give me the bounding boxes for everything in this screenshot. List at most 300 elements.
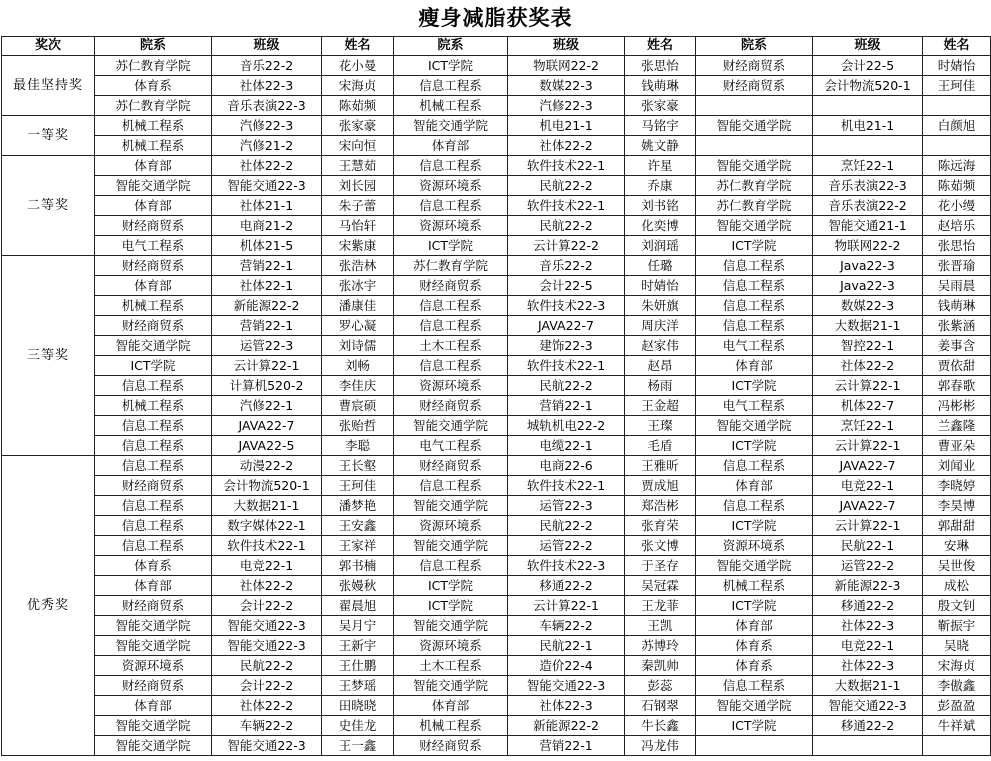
table-cell[interactable]: 刘书铭	[625, 196, 696, 216]
table-cell[interactable]: 毛盾	[625, 436, 696, 456]
table-cell[interactable]: 体育系	[696, 656, 813, 676]
table-cell[interactable]: 音乐22-2	[212, 56, 322, 76]
table-cell[interactable]: 体育部	[95, 576, 212, 596]
table-cell[interactable]: ICT学院	[696, 716, 813, 736]
table-cell[interactable]: 信息工程系	[394, 76, 508, 96]
table-cell[interactable]: 王珂佳	[923, 76, 991, 96]
table-cell[interactable]: 于圣存	[625, 556, 696, 576]
table-cell[interactable]: 财经商贸系	[696, 56, 813, 76]
table-cell[interactable]: 机电21-1	[813, 116, 923, 136]
table-cell[interactable]: 信息工程系	[95, 416, 212, 436]
table-cell[interactable]: 潘康佳	[322, 296, 394, 316]
table-cell[interactable]: 体育部	[394, 136, 508, 156]
table-cell[interactable]: 牛祥斌	[923, 716, 991, 736]
table-cell[interactable]: 民航22-2	[508, 376, 625, 396]
table-cell[interactable]: 化奕博	[625, 216, 696, 236]
table-cell[interactable]: 体育部	[95, 696, 212, 716]
table-cell[interactable]: 音乐表演22-3	[813, 176, 923, 196]
table-cell[interactable]: 智能交通学院	[696, 216, 813, 236]
table-cell[interactable]: 王家祥	[322, 536, 394, 556]
table-cell[interactable]: 彭蕊	[625, 676, 696, 696]
table-cell[interactable]: 王梦瑶	[322, 676, 394, 696]
table-cell[interactable]: 物联网22-2	[813, 236, 923, 256]
table-cell[interactable]: 电商22-6	[508, 456, 625, 476]
table-cell[interactable]: 电气工程系	[394, 436, 508, 456]
table-cell[interactable]: 张育荣	[625, 516, 696, 536]
table-cell[interactable]: 财经商贸系	[394, 396, 508, 416]
table-cell[interactable]: 电竞22-1	[813, 636, 923, 656]
table-cell[interactable]: 李聪	[322, 436, 394, 456]
table-cell[interactable]: 陈茹频	[923, 176, 991, 196]
table-cell[interactable]: 电气工程系	[696, 396, 813, 416]
table-cell[interactable]: 智能交通21-1	[813, 216, 923, 236]
table-cell[interactable]: 宋海贞	[322, 76, 394, 96]
table-cell[interactable]: ICT学院	[696, 236, 813, 256]
table-cell[interactable]: 智能交通学院	[696, 556, 813, 576]
table-cell[interactable]: 智能交通学院	[95, 616, 212, 636]
table-cell[interactable]: 机体22-7	[813, 396, 923, 416]
table-cell[interactable]: 任璐	[625, 256, 696, 276]
table-cell[interactable]: 信息工程系	[696, 276, 813, 296]
table-cell[interactable]: 信息工程系	[696, 256, 813, 276]
table-cell[interactable]: 信息工程系	[394, 316, 508, 336]
table-cell[interactable]: ICT学院	[696, 516, 813, 536]
table-cell[interactable]: 翟晨旭	[322, 596, 394, 616]
table-cell[interactable]: ICT学院	[696, 376, 813, 396]
table-cell[interactable]: 社体22-1	[212, 276, 322, 296]
table-cell[interactable]: 智能交通学院	[95, 636, 212, 656]
table-cell[interactable]: 智能交通学院	[696, 116, 813, 136]
table-cell[interactable]: 机械工程系	[95, 116, 212, 136]
table-cell[interactable]	[813, 96, 923, 116]
table-cell[interactable]: 音乐表演22-3	[212, 96, 322, 116]
table-cell[interactable]: 靳振宇	[923, 616, 991, 636]
table-cell[interactable]: 体育部	[95, 196, 212, 216]
table-cell[interactable]: 钱萌琳	[923, 296, 991, 316]
table-cell[interactable]: JAVA22-7	[212, 416, 322, 436]
table-cell[interactable]: 电竞22-1	[212, 556, 322, 576]
table-cell[interactable]: 民航22-2	[508, 516, 625, 536]
table-cell[interactable]: 苏仁教育学院	[95, 96, 212, 116]
table-cell[interactable]: 财经商贸系	[394, 456, 508, 476]
table-cell[interactable]: 王金超	[625, 396, 696, 416]
table-cell[interactable]: 社体22-2	[508, 136, 625, 156]
table-cell[interactable]: 大数据21-1	[813, 316, 923, 336]
award-category-cell[interactable]: 一等奖	[2, 116, 95, 156]
table-cell[interactable]: 软件技术22-3	[508, 556, 625, 576]
table-cell[interactable]: 智能交通学院	[95, 716, 212, 736]
table-cell[interactable]: 资源环境系	[394, 376, 508, 396]
table-cell[interactable]: 白颜旭	[923, 116, 991, 136]
table-cell[interactable]: 郭春歌	[923, 376, 991, 396]
table-cell[interactable]: 张晋瑜	[923, 256, 991, 276]
table-cell[interactable]: ICT学院	[696, 436, 813, 456]
award-category-cell[interactable]: 最佳坚持奖	[2, 56, 95, 116]
table-cell[interactable]: 马铭宇	[625, 116, 696, 136]
table-cell[interactable]: 姚文静	[625, 136, 696, 156]
table-cell[interactable]: 智能交通学院	[95, 176, 212, 196]
table-cell[interactable]: 李晓婷	[923, 476, 991, 496]
table-cell[interactable]: 信息工程系	[394, 196, 508, 216]
table-cell[interactable]: 信息工程系	[95, 376, 212, 396]
table-cell[interactable]: 机械工程系	[95, 396, 212, 416]
table-cell[interactable]: 刘长园	[322, 176, 394, 196]
table-cell[interactable]: 张家豪	[625, 96, 696, 116]
table-cell[interactable]: 城轨机电22-2	[508, 416, 625, 436]
table-cell[interactable]: 赵培乐	[923, 216, 991, 236]
table-cell[interactable]: 资源环境系	[394, 636, 508, 656]
table-cell[interactable]: 王雅昕	[625, 456, 696, 476]
table-cell[interactable]: JAVA22-7	[508, 316, 625, 336]
table-cell[interactable]: 李傲鑫	[923, 676, 991, 696]
table-cell[interactable]: 苏仁教育学院	[696, 196, 813, 216]
table-cell[interactable]: 汽修22-1	[212, 396, 322, 416]
table-cell[interactable]: 花小缦	[923, 196, 991, 216]
table-cell[interactable]: 张家豪	[322, 116, 394, 136]
table-cell[interactable]: Java22-3	[813, 276, 923, 296]
table-cell[interactable]: 智能交通22-3	[508, 676, 625, 696]
table-cell[interactable]: 周庆洋	[625, 316, 696, 336]
table-cell[interactable]: 汽修22-3	[508, 96, 625, 116]
table-cell[interactable]: 刘畅	[322, 356, 394, 376]
table-cell[interactable]: 信息工程系	[394, 156, 508, 176]
table-cell[interactable]: 朱子蕾	[322, 196, 394, 216]
table-cell[interactable]: 数字媒体22-1	[212, 516, 322, 536]
table-cell[interactable]: 动漫22-2	[212, 456, 322, 476]
table-cell[interactable]: 电商21-2	[212, 216, 322, 236]
table-cell[interactable]: 机械工程系	[394, 96, 508, 116]
table-cell[interactable]: 数媒22-3	[813, 296, 923, 316]
table-cell[interactable]: 王一鑫	[322, 736, 394, 756]
table-cell[interactable]: 成松	[923, 576, 991, 596]
table-cell[interactable]: 宋紫康	[322, 236, 394, 256]
table-cell[interactable]: 数媒22-3	[508, 76, 625, 96]
table-cell[interactable]: 罗心凝	[322, 316, 394, 336]
table-cell[interactable]: 智能交通22-3	[813, 696, 923, 716]
table-cell[interactable]: 王龙菲	[625, 596, 696, 616]
table-cell[interactable]: 云计算22-1	[813, 516, 923, 536]
table-cell[interactable]: 信息工程系	[95, 516, 212, 536]
table-cell[interactable]: 计算机520-2	[212, 376, 322, 396]
table-cell[interactable]: 财经商贸系	[95, 476, 212, 496]
table-cell[interactable]: 云计算22-1	[813, 436, 923, 456]
award-category-cell[interactable]: 三等奖	[2, 256, 95, 456]
table-cell[interactable]: 马怡轩	[322, 216, 394, 236]
table-cell[interactable]: 苏仁教育学院	[394, 256, 508, 276]
table-cell[interactable]: 软件技术22-1	[212, 536, 322, 556]
table-cell[interactable]: 吴世俊	[923, 556, 991, 576]
table-cell[interactable]: 社体22-2	[212, 696, 322, 716]
table-cell[interactable]: 建饰22-3	[508, 336, 625, 356]
table-cell[interactable]: 冯龙伟	[625, 736, 696, 756]
table-cell[interactable]: 电缆22-1	[508, 436, 625, 456]
table-cell[interactable]: 信息工程系	[95, 536, 212, 556]
table-cell[interactable]: 钱萌琳	[625, 76, 696, 96]
table-cell[interactable]: 彭盈盈	[923, 696, 991, 716]
table-cell[interactable]: 机体21-5	[212, 236, 322, 256]
table-cell[interactable]: 信息工程系	[95, 496, 212, 516]
table-cell[interactable]: 财经商贸系	[95, 216, 212, 236]
table-cell[interactable]: 资源环境系	[394, 216, 508, 236]
table-cell[interactable]: 体育部	[394, 696, 508, 716]
table-cell[interactable]: Java22-3	[813, 256, 923, 276]
table-cell[interactable]: 社体22-2	[212, 156, 322, 176]
table-cell[interactable]: 张紫涵	[923, 316, 991, 336]
table-cell[interactable]: 安琳	[923, 536, 991, 556]
table-cell[interactable]: 汽修21-2	[212, 136, 322, 156]
table-cell[interactable]: ICT学院	[95, 356, 212, 376]
table-cell[interactable]: 云计算22-1	[508, 596, 625, 616]
table-cell[interactable]: 智能交通学院	[394, 116, 508, 136]
table-cell[interactable]: 信息工程系	[394, 296, 508, 316]
table-cell[interactable]: 苏仁教育学院	[95, 56, 212, 76]
table-cell[interactable]: 运管22-2	[508, 536, 625, 556]
table-cell[interactable]: 体育部	[95, 156, 212, 176]
table-cell[interactable]: 智能交通学院	[394, 676, 508, 696]
table-cell[interactable]: 智能交通学院	[696, 416, 813, 436]
table-cell[interactable]: 信息工程系	[696, 316, 813, 336]
table-cell[interactable]	[696, 136, 813, 156]
table-cell[interactable]: 软件技术22-3	[508, 296, 625, 316]
table-cell[interactable]: 智能交通学院	[394, 416, 508, 436]
table-cell[interactable]: 宋海贞	[923, 656, 991, 676]
table-cell[interactable]: 体育部	[696, 616, 813, 636]
table-cell[interactable]: 王珂佳	[322, 476, 394, 496]
table-cell[interactable]: 机械工程系	[95, 136, 212, 156]
table-cell[interactable]: 体育部	[696, 476, 813, 496]
table-cell[interactable]: 电气工程系	[696, 336, 813, 356]
table-cell[interactable]: 运管22-3	[212, 336, 322, 356]
table-cell[interactable]: 牛长鑫	[625, 716, 696, 736]
table-cell[interactable]: 财经商贸系	[696, 76, 813, 96]
table-cell[interactable]: 信息工程系	[394, 476, 508, 496]
table-cell[interactable]: 新能源22-2	[508, 716, 625, 736]
table-cell[interactable]: 赵家伟	[625, 336, 696, 356]
table-cell[interactable]: 会计22-5	[508, 276, 625, 296]
table-cell[interactable]: 秦凯帅	[625, 656, 696, 676]
table-cell[interactable]: 软件技术22-1	[508, 196, 625, 216]
table-cell[interactable]: 潘梦艳	[322, 496, 394, 516]
table-cell[interactable]: 软件技术22-1	[508, 156, 625, 176]
table-cell[interactable]: 民航22-1	[508, 636, 625, 656]
table-cell[interactable]	[923, 736, 991, 756]
table-cell[interactable]: 社体22-3	[508, 696, 625, 716]
table-cell[interactable]: 姜事含	[923, 336, 991, 356]
table-cell[interactable]: 云计算22-1	[813, 376, 923, 396]
table-cell[interactable]: ICT学院	[394, 596, 508, 616]
table-cell[interactable]: 社体22-3	[813, 656, 923, 676]
table-cell[interactable]: 营销22-1	[508, 396, 625, 416]
table-cell[interactable]: 兰鑫隆	[923, 416, 991, 436]
table-cell[interactable]: 智能交通22-3	[212, 176, 322, 196]
table-cell[interactable]: 车辆22-2	[508, 616, 625, 636]
table-cell[interactable]: 财经商贸系	[95, 316, 212, 336]
table-cell[interactable]: 社体22-3	[813, 616, 923, 636]
table-cell[interactable]: JAVA22-5	[212, 436, 322, 456]
table-cell[interactable]: 智能交通学院	[394, 616, 508, 636]
table-cell[interactable]: 物联网22-2	[508, 56, 625, 76]
table-cell[interactable]: 史佳龙	[322, 716, 394, 736]
table-cell[interactable]	[923, 136, 991, 156]
table-cell[interactable]: ICT学院	[394, 56, 508, 76]
table-cell[interactable]: 信息工程系	[696, 676, 813, 696]
table-cell[interactable]: JAVA22-7	[813, 496, 923, 516]
table-cell[interactable]: 时婧怡	[923, 56, 991, 76]
table-cell[interactable]: 财经商贸系	[95, 676, 212, 696]
table-cell[interactable]: 信息工程系	[95, 456, 212, 476]
table-cell[interactable]: 殷文钊	[923, 596, 991, 616]
table-cell[interactable]: 郑浩彬	[625, 496, 696, 516]
table-cell[interactable]: 王仕鹏	[322, 656, 394, 676]
table-cell[interactable]: 民航22-2	[508, 216, 625, 236]
table-cell[interactable]: 汽修22-3	[212, 116, 322, 136]
table-cell[interactable]: 张贻哲	[322, 416, 394, 436]
table-cell[interactable]: 资源环境系	[394, 516, 508, 536]
table-cell[interactable]: 营销22-1	[212, 256, 322, 276]
table-cell[interactable]: 吴冠霖	[625, 576, 696, 596]
table-cell[interactable]: 石钢翠	[625, 696, 696, 716]
table-cell[interactable]: 张文博	[625, 536, 696, 556]
table-cell[interactable]: 信息工程系	[394, 356, 508, 376]
table-cell[interactable]: 刘诗儒	[322, 336, 394, 356]
table-cell[interactable]: 会计物流520-1	[813, 76, 923, 96]
table-cell[interactable]: 陈远海	[923, 156, 991, 176]
table-cell[interactable]: 智能交通学院	[696, 156, 813, 176]
table-cell[interactable]: 杨雨	[625, 376, 696, 396]
table-cell[interactable]: 王长壑	[322, 456, 394, 476]
table-cell[interactable]: 民航22-2	[508, 176, 625, 196]
table-cell[interactable]: 社体22-3	[212, 76, 322, 96]
table-cell[interactable]: 许星	[625, 156, 696, 176]
table-cell[interactable]: 社体21-1	[212, 196, 322, 216]
table-cell[interactable]: 王慧茹	[322, 156, 394, 176]
table-cell[interactable]: 体育部	[696, 356, 813, 376]
table-cell[interactable]	[696, 96, 813, 116]
table-cell[interactable]: 曹亚朵	[923, 436, 991, 456]
table-cell[interactable]: 乔康	[625, 176, 696, 196]
table-cell[interactable]: 王新宇	[322, 636, 394, 656]
table-cell[interactable]: 音乐22-2	[508, 256, 625, 276]
table-cell[interactable]: 刘润瑶	[625, 236, 696, 256]
table-cell[interactable]: 张思怡	[625, 56, 696, 76]
table-cell[interactable]: 机械工程系	[95, 296, 212, 316]
table-cell[interactable]: 电竞22-1	[813, 476, 923, 496]
table-cell[interactable]: 信息工程系	[95, 436, 212, 456]
table-cell[interactable]: 会计22-5	[813, 56, 923, 76]
table-cell[interactable]: 烹饪22-1	[813, 416, 923, 436]
table-cell[interactable]: 王璨	[625, 416, 696, 436]
table-cell[interactable]: 智能交通学院	[394, 496, 508, 516]
table-cell[interactable]: 社体22-2	[813, 356, 923, 376]
table-cell[interactable]: 云计算22-1	[212, 356, 322, 376]
table-cell[interactable]: 机械工程系	[394, 716, 508, 736]
table-cell[interactable]: 智能交通22-3	[212, 736, 322, 756]
table-cell[interactable]: 田晓晓	[322, 696, 394, 716]
table-cell[interactable]: 赵昂	[625, 356, 696, 376]
table-cell[interactable]: 资源环境系	[696, 536, 813, 556]
table-cell[interactable]: 时婧怡	[625, 276, 696, 296]
table-cell[interactable]: 李佳庆	[322, 376, 394, 396]
award-category-cell[interactable]: 优秀奖	[2, 456, 95, 756]
table-cell[interactable]: 资源环境系	[95, 656, 212, 676]
table-cell[interactable]: 曹宸硕	[322, 396, 394, 416]
table-cell[interactable]: 移通22-2	[813, 596, 923, 616]
table-cell[interactable]: 体育系	[95, 76, 212, 96]
table-cell[interactable]: 体育系	[95, 556, 212, 576]
table-cell[interactable]: 体育系	[696, 636, 813, 656]
table-cell[interactable]: 会计22-2	[212, 676, 322, 696]
table-cell[interactable]	[923, 96, 991, 116]
table-cell[interactable]: 信息工程系	[394, 556, 508, 576]
table-cell[interactable]: 新能源22-2	[212, 296, 322, 316]
table-cell[interactable]: 吴雨晨	[923, 276, 991, 296]
table-cell[interactable]: 贾依甜	[923, 356, 991, 376]
table-cell[interactable]: 张冰宇	[322, 276, 394, 296]
table-cell[interactable]: 云计算22-2	[508, 236, 625, 256]
table-cell[interactable]: 土木工程系	[394, 336, 508, 356]
table-cell[interactable]: 造价22-4	[508, 656, 625, 676]
table-cell[interactable]: 运管22-2	[813, 556, 923, 576]
table-cell[interactable]: 苏仁教育学院	[696, 176, 813, 196]
table-cell[interactable]: 土木工程系	[394, 656, 508, 676]
table-cell[interactable]: 郭甜甜	[923, 516, 991, 536]
table-cell[interactable]: 运管22-3	[508, 496, 625, 516]
table-cell[interactable]: 软件技术22-1	[508, 476, 625, 496]
table-cell[interactable]: 软件技术22-1	[508, 356, 625, 376]
table-cell[interactable]: 智能交通学院	[95, 336, 212, 356]
table-cell[interactable]: 吴月宁	[322, 616, 394, 636]
table-cell[interactable]: 车辆22-2	[212, 716, 322, 736]
table-cell[interactable]: 朱妍旗	[625, 296, 696, 316]
table-cell[interactable]: 智能交通学院	[95, 736, 212, 756]
table-cell[interactable]: 财经商贸系	[95, 596, 212, 616]
table-cell[interactable]: 苏博玲	[625, 636, 696, 656]
table-cell[interactable]: 体育部	[95, 276, 212, 296]
table-cell[interactable]: 新能源22-3	[813, 576, 923, 596]
table-cell[interactable]: 李昊博	[923, 496, 991, 516]
table-cell[interactable]: 社体22-2	[212, 576, 322, 596]
table-cell[interactable]: 智能交通学院	[696, 696, 813, 716]
table-cell[interactable]: 财经商贸系	[394, 736, 508, 756]
table-cell[interactable]: 信息工程系	[696, 456, 813, 476]
table-cell[interactable]: 会计22-2	[212, 596, 322, 616]
table-cell[interactable]: 民航22-1	[813, 536, 923, 556]
table-cell[interactable]: 贾成旭	[625, 476, 696, 496]
table-cell[interactable]	[696, 736, 813, 756]
table-cell[interactable]: ICT学院	[696, 596, 813, 616]
table-cell[interactable]: 王凯	[625, 616, 696, 636]
table-cell[interactable]: 智能交通学院	[394, 536, 508, 556]
table-cell[interactable]: 冯彬彬	[923, 396, 991, 416]
table-cell[interactable]: 郭书楠	[322, 556, 394, 576]
table-cell[interactable]: 财经商贸系	[95, 256, 212, 276]
table-cell[interactable]: 移通22-2	[508, 576, 625, 596]
table-cell[interactable]: 智能交通22-3	[212, 616, 322, 636]
table-cell[interactable]: 烹饪22-1	[813, 156, 923, 176]
table-cell[interactable]: 资源环境系	[394, 176, 508, 196]
table-cell[interactable]: 吴晓	[923, 636, 991, 656]
table-cell[interactable]	[813, 736, 923, 756]
award-category-cell[interactable]: 二等奖	[2, 156, 95, 256]
table-cell[interactable]: 宋向恒	[322, 136, 394, 156]
table-cell[interactable]: 花小曼	[322, 56, 394, 76]
table-cell[interactable]: 机械工程系	[696, 576, 813, 596]
table-cell[interactable]: ICT学院	[394, 576, 508, 596]
table-cell[interactable]: 财经商贸系	[394, 276, 508, 296]
table-cell[interactable]: 智能交通22-3	[212, 636, 322, 656]
table-cell[interactable]: 张浩林	[322, 256, 394, 276]
table-cell[interactable]: 陈茹频	[322, 96, 394, 116]
